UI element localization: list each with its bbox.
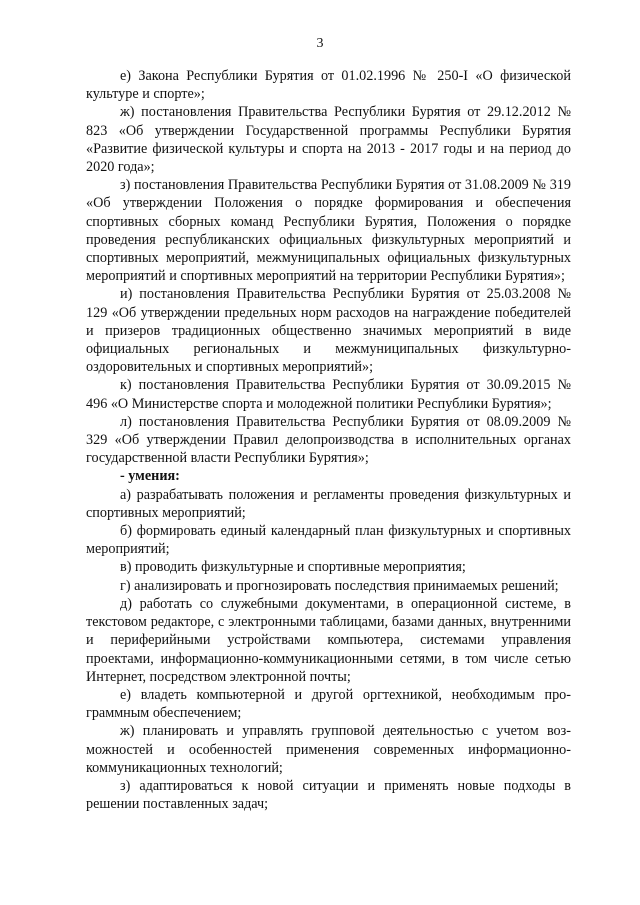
paragraph-resolution-496: к) постановления Правительства Республики Бурятия от 30.09.2015 № 496 «О Министерстве спорта и молодежной политики Республики Бурятия»; [86,377,571,412]
skill-item-d: д) работать со служебными документами, в операционной системе, в текстовом редакторе, с электронными таблицами, базами данных, внутренними и периферийными устройствами компьютера, системами управления проектами, информационно-коммуникационными сетями, в том числе сетью Интернет, посредством электронной почты; [86,595,571,685]
paragraph-resolution-329: л) постановления Правительства Республики Бурятия от 08.09.2009 № 329 «Об утверждении Правил делопроизводства в исполнительных органах государственной власти Республики Бурятия»; [86,413,571,467]
skill-item-g: г) анализировать и прогнозировать последствия принимаемых решений; [120,577,559,594]
document-body [86,67,571,813]
paragraph-resolution-823: ж) постановления Правительства Республики Бурятия от 29.12.2012 № 823 «Об утверждении Государственной программы Республики Бурятия «Развитие физической культуры и спорта на 2013 - 2017 годы и на период до 2020 года»; [86,104,571,176]
paragraph-resolution-319: з) постановления Правительства Республики Бурятия от 31.08.2009 № 319 «Об утверждении Положения о порядке формирования и обеспечения спортивных сборных команд Республики Бурятия, Положения о порядке проведения республиканских официальных физкультурных мероприятий и спортивных мероприятий, межмуниципальных официальных физкультурных мероприятий и спортивных мероприятий на территории Республики Бурятия»; [86,177,571,285]
page-number: 3 [316,36,324,51]
skill-item-b: б) формировать единый календарный план физкультурных и спортивных мероприятий; [86,523,571,558]
skill-item-e: е) владеть компьютерной и другой оргтехникой, необходимым программным обеспечением; [86,686,571,722]
paragraph-law-physical-culture: е) Закона Республики Бурятия от 01.02.1996 № 250-I «О физической культуре и спорте»; [86,68,571,103]
skill-item-a: а) разрабатывать положения и регламенты проведения физкультурных и спортивных мероприятий; [86,486,571,521]
skills-heading: - умения: [120,468,180,485]
skill-item-v: в) проводить физкультурные и спортивные мероприятия; [120,559,466,576]
paragraph-resolution-129: и) постановления Правительства Республики Бурятия от 25.03.2008 № 129 «Об утверждении предельных норм расходов на награждение победителей и призеров традиционных общественно значимых мероприятий в виде официальных региональных и межмуниципальных физкультурно-оздоровительных и спортивных мероприятий»; [86,286,571,376]
skill-item-zh: ж) планировать и управлять групповой деятельностью с учетом возможностей и особенностей применения современных информационно-коммуникационных технологий; [86,723,571,776]
skill-item-z: з) адаптироваться к новой ситуации и применять новые подходы в решении поставленных задач; [86,777,571,813]
